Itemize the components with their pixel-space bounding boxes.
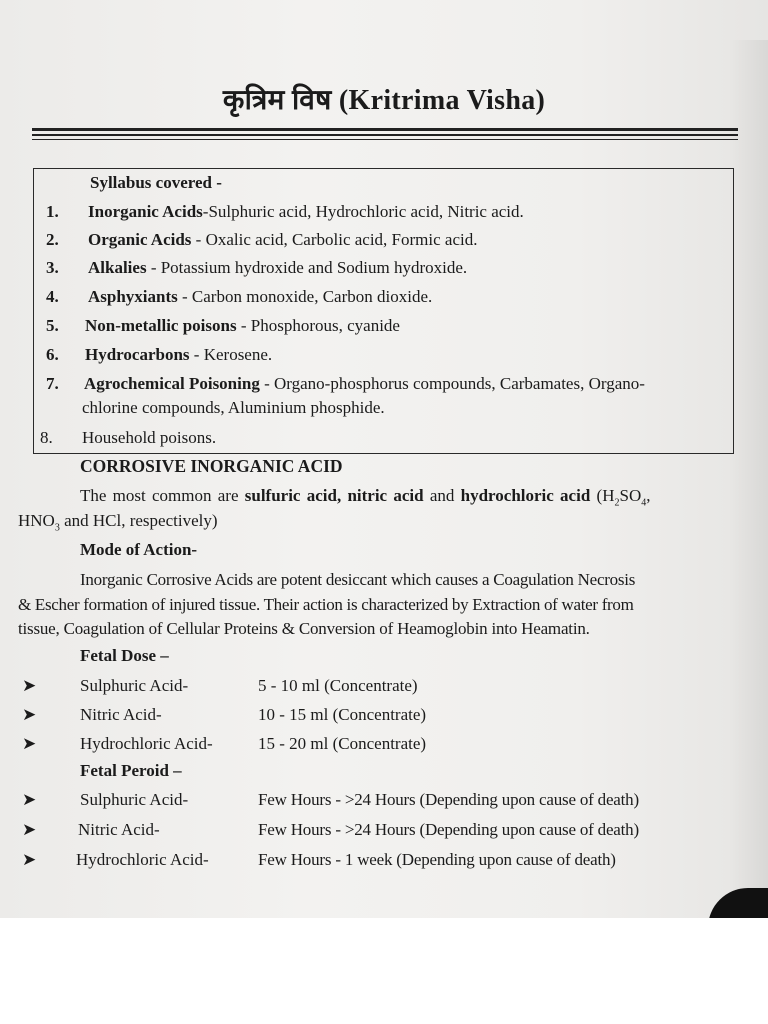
- dose-value: 5 - 10 ml (Concentrate): [258, 676, 418, 695]
- syllabus-heading: Syllabus covered -: [90, 173, 222, 192]
- mode-paragraph-line: & Escher formation of injured tissue. Their action is characterized by Extraction of water from: [18, 595, 634, 614]
- item-title: Asphyxiants: [88, 287, 178, 306]
- item-text: - Phosphorous, cyanide: [236, 316, 400, 335]
- acid-name: Nitric Acid-: [78, 820, 160, 839]
- period-value: Few Hours - 1 week (Depending upon cause of death): [258, 850, 616, 869]
- item-number: 3.: [46, 258, 59, 277]
- formula-text: SO: [619, 486, 642, 505]
- page-title: कृत्रिम विष (Kritrima Visha): [222, 85, 546, 116]
- item-title: Inorganic Acids: [88, 202, 203, 221]
- item-title: Alkalies: [88, 258, 147, 277]
- item-number: 5.: [46, 316, 59, 335]
- fetal-period-heading: Fetal Peroid –: [80, 761, 182, 780]
- mode-paragraph-line: Inorganic Corrosive Acids are potent desiccant which causes a Coagulation Necrosis: [80, 570, 636, 589]
- arrowhead-bullet-icon: ➤: [22, 705, 37, 725]
- acid-name: Hydrochloric Acid-: [76, 850, 209, 869]
- acid-name: Hydrochloric Acid-: [80, 734, 213, 753]
- item-title: Organic Acids: [88, 230, 192, 249]
- item-text: - Kerosene.: [189, 345, 273, 364]
- formula-text: HNO: [18, 511, 55, 530]
- page-corner-fold: [708, 888, 768, 918]
- intro-paragraph: [80, 486, 650, 508]
- dose-value: 15 - 20 ml (Concentrate): [258, 734, 427, 753]
- formula-subscript: 2: [614, 497, 620, 509]
- title-rule: [32, 134, 738, 136]
- period-value: Few Hours - >24 Hours (Depending upon cause of death): [258, 790, 639, 809]
- title-rule: [32, 139, 738, 140]
- section-heading: CORROSIVE INORGANIC ACID: [80, 456, 343, 476]
- item-text: -Sulphuric acid, Hydrochloric acid, Nitric acid.: [202, 202, 524, 221]
- arrowhead-bullet-icon: ➤: [22, 734, 37, 754]
- item-number: 7.: [46, 374, 59, 393]
- arrowhead-bullet-icon: ➤: [22, 820, 37, 840]
- item-number: 1.: [46, 202, 59, 221]
- arrowhead-bullet-icon: ➤: [22, 676, 37, 696]
- formula-subscript: 3: [54, 522, 60, 534]
- item-text: - Potassium hydroxide and Sodium hydroxide.: [146, 258, 468, 277]
- item-text: - Oxalic acid, Carbolic acid, Formic acid.: [191, 230, 478, 249]
- item-number: 2.: [46, 230, 59, 249]
- formula-subscript: 4: [641, 497, 647, 509]
- item-text: - Organo-phosphorus compounds, Carbamates, Organo-: [259, 374, 645, 393]
- intro-bold-text: sulfuric acid, nitric acid: [244, 486, 424, 505]
- title-rule: [32, 128, 738, 131]
- page-edge-shadow: [728, 40, 768, 918]
- item-text: Household poisons.: [82, 428, 217, 447]
- item-number: 8.: [40, 428, 53, 447]
- arrowhead-bullet-icon: ➤: [22, 850, 37, 870]
- item-number: 4.: [46, 287, 59, 306]
- acid-name: Nitric Acid-: [80, 705, 162, 724]
- period-value: Few Hours - >24 Hours (Depending upon cause of death): [258, 820, 639, 839]
- item-title: Agrochemical Poisoning: [84, 374, 260, 393]
- formula-text: (H: [590, 486, 615, 505]
- intro-text: The most common are: [80, 486, 245, 505]
- item-title: Non-metallic poisons: [85, 316, 237, 335]
- mode-paragraph-line: tissue, Coagulation of Cellular Proteins & Conversion of Heamoglobin into Heamatin.: [18, 619, 590, 638]
- item-number: 6.: [46, 345, 59, 364]
- intro-bold-text: hydrochloric acid: [460, 486, 591, 505]
- item-text: - Carbon monoxide, Carbon dioxide.: [177, 287, 433, 306]
- item-title: Hydrocarbons: [85, 345, 190, 364]
- intro-text: and: [423, 486, 461, 505]
- item-text-continued: chlorine compounds, Aluminium phosphide.: [82, 398, 385, 417]
- mode-of-action-heading: Mode of Action-: [80, 540, 198, 559]
- dose-value: 10 - 15 ml (Concentrate): [258, 705, 427, 724]
- acid-name: Sulphuric Acid-: [80, 676, 189, 695]
- intro-text: and HCl, respectively): [59, 511, 218, 530]
- acid-name: Sulphuric Acid-: [80, 790, 189, 809]
- arrowhead-bullet-icon: ➤: [22, 790, 37, 810]
- formula-text: ,: [646, 486, 651, 505]
- fetal-dose-heading: Fetal Dose –: [80, 646, 169, 665]
- intro-paragraph-line2: [18, 511, 218, 533]
